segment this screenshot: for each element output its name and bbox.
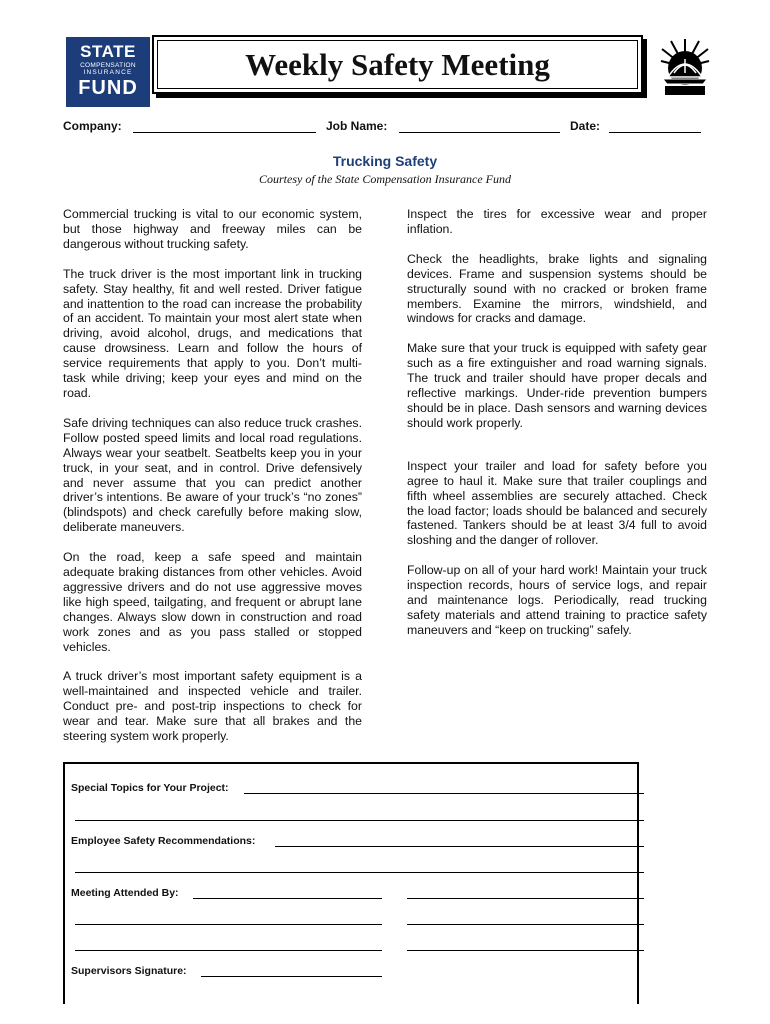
job-name-label: Job Name:: [326, 119, 388, 133]
right-paragraph-3: Make sure that your truck is equipped with safety gear such as a fire extinguisher and road warning signals. The truck and trailer should have proper decals and reflective markings. Under-ride prevention bumpers should be in place. Dash sensors and warning devices should work properly.: [407, 341, 707, 430]
logo-line-4: FUND: [78, 77, 138, 99]
supervisor-signature-field[interactable]: [201, 976, 382, 977]
employee-recommendations-label: Employee Safety Recommendations:: [71, 835, 256, 847]
meeting-attended-label: Meeting Attended By:: [71, 887, 179, 899]
attendee-field-5[interactable]: [75, 950, 382, 951]
right-paragraph-4: Inspect your trailer and load for safety before you agree to haul it. Make sure that trailer couplings and fifth wheel assemblies are securely attached. Check the load factor; loads should be balanced and securely fastened. Tankers should be at least 3/4 full to avoid sloshing and the danger of rollover.: [407, 458, 707, 548]
right-paragraph-2: Check the headlights, brake lights and signaling devices. Frame and suspension systems should be structurally sound with no cracked or broken frame members. Examine the mirrors, windshield, and windows for cracks and damage.: [407, 251, 707, 326]
company-field[interactable]: [133, 132, 316, 133]
state-fund-logo: [66, 37, 150, 107]
logo-line-1: STATE: [80, 42, 136, 61]
left-paragraph-2: The truck driver is the most important link in trucking safety. Stay healthy, fit and well rested. Driver fatigue and inattention to the road can increase the probability of an accident. To maintain your most alert state when driving, avoid alcohol, drugs, and medications that cause drowsiness. Learn and follow the hours of service requirements that apply to you. Don’t multi-task while driving; keep your eyes and mind on the road.: [63, 266, 362, 400]
attendee-field-6[interactable]: [407, 950, 644, 951]
date-field[interactable]: [609, 132, 701, 133]
attendee-field-4[interactable]: [407, 924, 644, 925]
title-frame: [152, 35, 643, 94]
date-label: Date:: [570, 119, 601, 133]
special-topics-line-2[interactable]: [75, 820, 644, 821]
left-paragraph-5: A truck driver’s most important safety equipment is a well-maintained and inspected vehicle and trailer. Conduct pre- and post-trip inspections to check for wear and tear. Make sure that all brakes and the steering system work properly.: [63, 669, 362, 744]
logo-line-2: COMPENSATION: [80, 62, 136, 69]
courtesy-line: Courtesy of the State Compensation Insurance Fund: [259, 172, 511, 186]
attendee-field-3[interactable]: [75, 924, 382, 925]
left-column: [63, 207, 362, 759]
right-paragraph-1: Inspect the tires for excessive wear and proper inflation.: [407, 207, 707, 236]
logo-line-3: INSURANCE: [83, 69, 133, 76]
attendee-field-1[interactable]: [193, 898, 382, 899]
company-label: Company:: [63, 119, 122, 133]
special-topics-field[interactable]: [244, 793, 644, 794]
employee-recommendations-line-2[interactable]: [75, 872, 644, 873]
employee-recommendations-field[interactable]: [275, 846, 644, 847]
right-column: [407, 207, 707, 653]
special-topics-label: Special Topics for Your Project:: [71, 782, 229, 794]
supervisor-signature-label: Supervisors Signature:: [71, 965, 187, 977]
attendee-field-2[interactable]: [407, 898, 644, 899]
job-name-field[interactable]: [399, 132, 560, 133]
left-paragraph-3: Safe driving techniques can also reduce truck crashes. Follow posted speed limits and local road regulations. Always wear your seatbelt. Seatbelts keep you in your truck, in your seat, and in control. Drive defensively and never assume that you can predict another driver’s intentions. Be aware of your truck’s “no zones” (blindspots) and check carefully before making slow, deliberate maneuvers.: [63, 415, 362, 535]
hard-hat-icon: [659, 37, 711, 97]
topic-heading: Trucking Safety: [332, 153, 438, 169]
right-paragraph-5: Follow-up on all of your hard work! Maintain your truck inspection records, hours of service logs, and repair and maintenance logs. Periodically, read trucking safety materials and attend training to practice safety maneuvers and “keep on trucking” safely.: [407, 563, 707, 637]
left-paragraph-4: On the road, keep a safe speed and maintain adequate braking distances from other vehicles. Avoid aggressive drivers and do not use aggressive moves like high speed, tailgating, and frequent or abrupt lane changes. Always slow down in construction and road work zones and as you pass stalled or stopped vehicles.: [63, 550, 362, 654]
page-title: Weekly Safety Meeting: [245, 46, 550, 82]
left-paragraph-1: Commercial trucking is vital to our economic system, but those highway and freeway miles can be dangerous without trucking safety.: [63, 207, 362, 251]
